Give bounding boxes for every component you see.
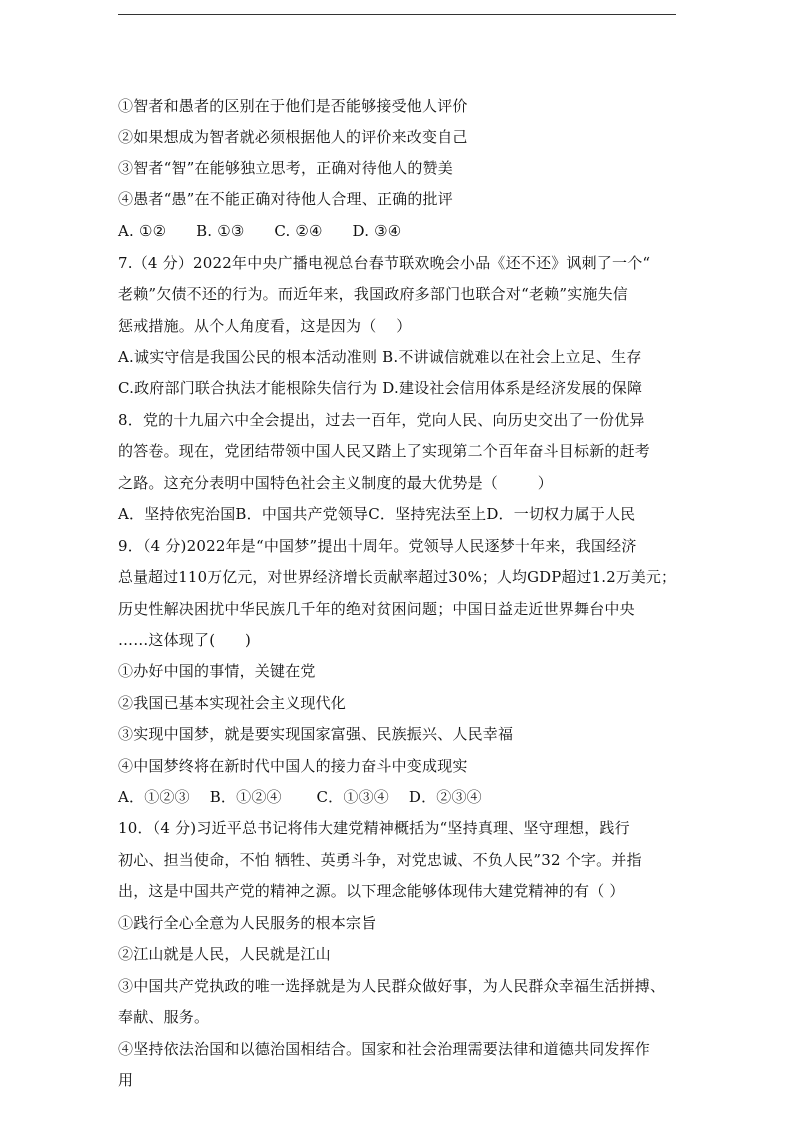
q9-statement-4: ④中国梦终将在新时代中国人的接力奋斗中变成现实	[118, 757, 468, 775]
q10-statement-4-line-1: ④坚持依法治国和以德治国相结合。国家和社会治理需要法律和道德共同发挥作	[118, 1040, 651, 1058]
q9-statement-3: ③实现中国梦，就是要实现国家富强、民族振兴、人民幸福	[118, 725, 514, 743]
option-statement-3: ③智者“智”在能够独立思考，正确对待他人的赞美	[118, 159, 453, 177]
q10-statement-1: ①践行全心全意为人民服务的根本宗旨	[118, 914, 377, 932]
q10-statement-4-line-2: 用	[118, 1071, 134, 1089]
question-7-line-2: 老赖”欠债不还的行为。而近年来，我国政府多部门也联合对“老赖”实施失信	[118, 285, 629, 303]
q10-statement-3-line-2: 奉献、服务。	[118, 1008, 210, 1026]
question-7-line-1: 7.（4 分）2022年中央广播电视总台春节联欢晚会小品《还不还》讽刺了一个“	[118, 254, 651, 272]
question-8-line-3: 之路。这充分表明中国特色社会主义制度的最大优势是（ ）	[118, 474, 553, 492]
question-10-line-2: 初心、担当使命，不怕 牺牲、英勇斗争，对党忠诚、不负人民”32 个字。并指	[118, 851, 642, 869]
question-10-line-1: 10．（4 分)习近平总书记将伟大建党精神概括为“坚持真理、坚守理想，践行	[118, 819, 630, 837]
answer-choices-q7-row-1: A.诚实守信是我国公民的根本活动准则 B.不讲诚信就难以在社会上立足、生存	[118, 348, 642, 366]
answer-choices-q9: A．①②③ B．①②④ C．①③④ D．②③④	[118, 788, 482, 806]
question-9-line-2: 总量超过110万亿元，对世界经济增长贡献率超过30%；人均GDP超过1.2万美元；	[118, 568, 677, 586]
q10-statement-2: ②江山就是人民，人民就是江山	[118, 945, 331, 963]
option-statement-1: ①智者和愚者的区别在于他们是否能够接受他人评价	[118, 97, 468, 115]
question-9-line-3: 历史性解决困扰中华民族几千年的绝对贫困问题；中国日益走近世界舞台中央	[118, 600, 635, 618]
answer-choices-q8: A．坚持依宪治国B．中国共产党领导C．坚持宪法至上D．一切权力属于人民	[118, 505, 636, 523]
option-statement-2: ②如果想成为智者就必须根据他人的评价来改变自己	[118, 128, 468, 146]
answer-choices-q6: A. ①② B. ①③ C. ②④ D. ③④	[118, 222, 402, 240]
question-9-line-1: 9．（4 分)2022年是“中国梦”提出十周年。党领导人民逐梦十年来，我国经济	[118, 537, 637, 555]
option-statement-4: ④愚者“愚”在不能正确对待他人合理、正确的批评	[118, 190, 453, 208]
question-7-line-3: 惩戒措施。从个人角度看，这是因为（ ）	[118, 317, 412, 335]
answer-choices-q7-row-2: C.政府部门联合执法才能根除失信行为 D.建设社会信用体系是经济发展的保障	[118, 379, 643, 397]
q9-statement-2: ②我国已基本实现社会主义现代化	[118, 694, 347, 712]
question-8-line-2: 的答卷。现在，党团结带领中国人民又踏上了实现第二个百年奋斗目标新的赶考	[118, 442, 651, 460]
question-8-line-1: 8．党的十九届六中全会提出，过去一百年，党向人民、向历史交出了一份优异	[118, 411, 645, 429]
question-10-line-3: 出，这是中国共产党的精神之源。以下理念能够体现伟大建党精神的有（ ）	[118, 882, 625, 900]
question-9-line-4: ……这体现了( )	[118, 631, 252, 649]
header-rule	[118, 14, 676, 15]
q9-statement-1: ①办好中国的事情，关键在党	[118, 662, 316, 680]
q10-statement-3-line-1: ③中国共产党执政的唯一选择就是为人民群众做好事，为人民群众幸福生活拼搏、	[118, 977, 666, 995]
